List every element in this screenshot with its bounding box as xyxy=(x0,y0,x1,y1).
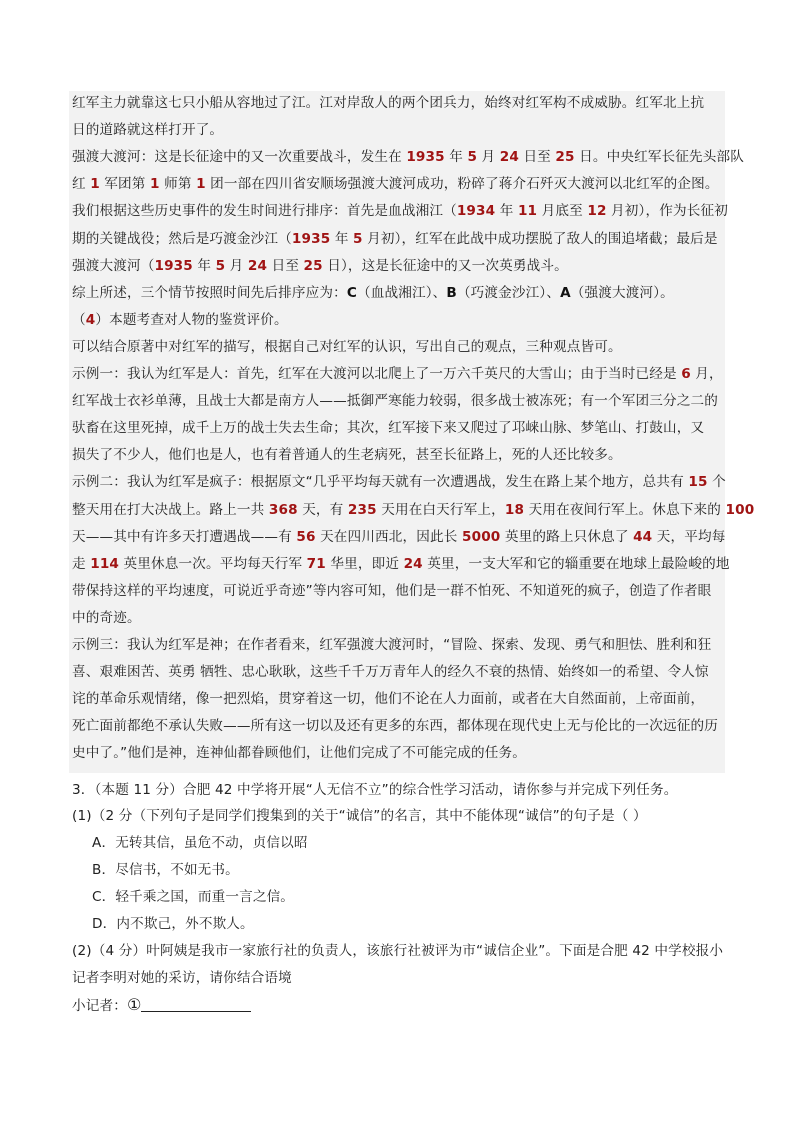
answer-line: 死亡面前都绝不承认失败——所有这一切以及还有更多的东西，都体现在现代史上无与伦比的一次远征的历 xyxy=(72,718,718,735)
circle-number: ① xyxy=(126,995,142,1014)
answer-line: 驮畜在这里死掉，成千上万的战士失去生命；其次，红军接下来又爬过了邛崃山脉、梦笔山、打鼓山，又 xyxy=(72,420,705,437)
option-b: B．尽信书，不如无书。 xyxy=(92,862,239,878)
answer-line: 史中了。”他们是神，连神仙都眷顾他们，让他们完成了不可能完成的任务。 xyxy=(72,745,526,762)
question-3-title: 3．（本题 11 分）合肥 42 中学将开展“人无信不立”的综合性学习活动，请你参与并完成下列任务。 xyxy=(72,782,678,798)
answer-line: 示例三：我认为红军是神；在作者看来，红军强渡大渡河时，“冒险、探索、发现、勇气和胆怯、胜利和狂 xyxy=(72,637,712,653)
reporter-label: 小记者： xyxy=(72,998,127,1014)
answer-line: 诧的革命乐观情绪，像一把烈焰，贯穿着这一切，他们不论在人力面前，或者在大自然面前，上帝面前， xyxy=(72,691,705,708)
option-c: C．轻千乘之国，而重一言之信。 xyxy=(92,889,295,905)
answer-line: 可以结合原著中对红军的描写，根据自己对红军的认识，写出自己的观点，三种观点皆可。 xyxy=(72,338,622,355)
answer-line: 期的关键战役；然后是巧渡金沙江（1935 年 5 月初），红军在此战中成功摆脱了敌人的围追堵截；最后是 xyxy=(72,230,718,247)
answer-line: 整天用在打大决战上。路上一共 368 天，有 235 天用在白天行军上，18 天用在夜间行军上。休息下来的 100 xyxy=(72,501,755,518)
answer-line: 示例二：我认为红军是疯子：根据原文“几乎平均每天就有一次遭遇战，发生在路上某个地方，总共有 15 个 xyxy=(72,474,726,491)
answer-line: 中的奇迹。 xyxy=(72,609,141,626)
answer-line: 天——其中有许多天打遭遇战——有 56 天在四川西北，因此长 5000 英里的路上只休息了 44 天，平均每 xyxy=(72,528,726,545)
answer-line: 红军战士衣衫单薄，且战士大都是南方人——抵御严寒能力较弱，很多战士被冻死；有一个军团三分之二的 xyxy=(72,393,718,410)
question-3-sub1: (1)（2 分（下列句子是同学们搜集到的关于“诚信”的名言，其中不能体现“诚信”的句子是（ ） xyxy=(72,808,647,824)
answer-line: 强渡大渡河（1935 年 5 月 24 日至 25 日），这是长征途中的又一次英勇战斗。 xyxy=(72,257,568,274)
answer-line: 红军主力就靠这七只小船从容地过了江。江对岸敌人的两个团兵力，始终对红军构不成威胁。红军北上抗 xyxy=(72,95,705,111)
question-3-sub2-line1: (2)（4 分）叶阿姨是我市一家旅行社的负责人，该旅行社被评为市“诚信企业”。下面是合肥 42 中学校报小 xyxy=(72,943,724,959)
answer-line: 日的道路就这样打开了。 xyxy=(72,122,224,139)
answer-line: （4）本题考查对人物的鉴赏评价。 xyxy=(72,311,288,328)
answer-line: 我们根据这些历史事件的发生时间进行排序：首先是血战湘江（1934 年 11 月底至 12 月初），作为长征初 xyxy=(72,203,728,220)
option-a: A．无转其信，虽危不动，贞信以昭 xyxy=(92,835,308,851)
answer-line: 综上所述，三个情节按照时间先后排序应为：C（血战湘江）、B（巧渡金沙江）、A（强渡大渡河）。 xyxy=(72,284,674,301)
answer-line: 带保持这样的平均速度，可说近乎奇迹”等内容可知，他们是一群不怕死、不知道死的疯子，创造了作者眼 xyxy=(72,582,712,599)
answer-line: 红 1 军团第 1 师第 1 团一部在四川省安顺场强渡大渡河成功，粉碎了蒋介石歼灭大渡河以北红军的企图。 xyxy=(72,176,719,193)
answer-line: 损失了不少人，他们也是人，也有着普通人的生老病死，甚至长征路上，死的人还比较多。 xyxy=(72,447,622,464)
answer-line: 喜、艰难困苦、英勇 牺牲、忠心耿耿，这些千千万万青年人的经久不衰的热情、始终如一的希望、令人惊 xyxy=(72,664,709,681)
answer-line: 强渡大渡河：这是长征途中的又一次重要战斗，发生在 1935 年 5 月 24 日至 25 日。中央红军长征先头部队 xyxy=(72,149,745,166)
question-3-sub2-line2: 记者李明对她的采访，请你结合语境 xyxy=(72,970,292,986)
answer-line: 走 114 英里休息一次。平均每天行军 71 华里，即近 24 英里，一支大军和它的辎重要在地球上最险峻的地 xyxy=(72,555,730,572)
answer-line: 示例一：我认为红军是人：首先，红军在大渡河以北爬上了一万六千英尺的大雪山；由于当时已经是 6 月， xyxy=(72,366,723,382)
reporter-line xyxy=(72,995,251,1016)
answer-blank[interactable] xyxy=(141,997,251,1012)
option-d: D．内不欺己，外不欺人。 xyxy=(92,916,254,932)
